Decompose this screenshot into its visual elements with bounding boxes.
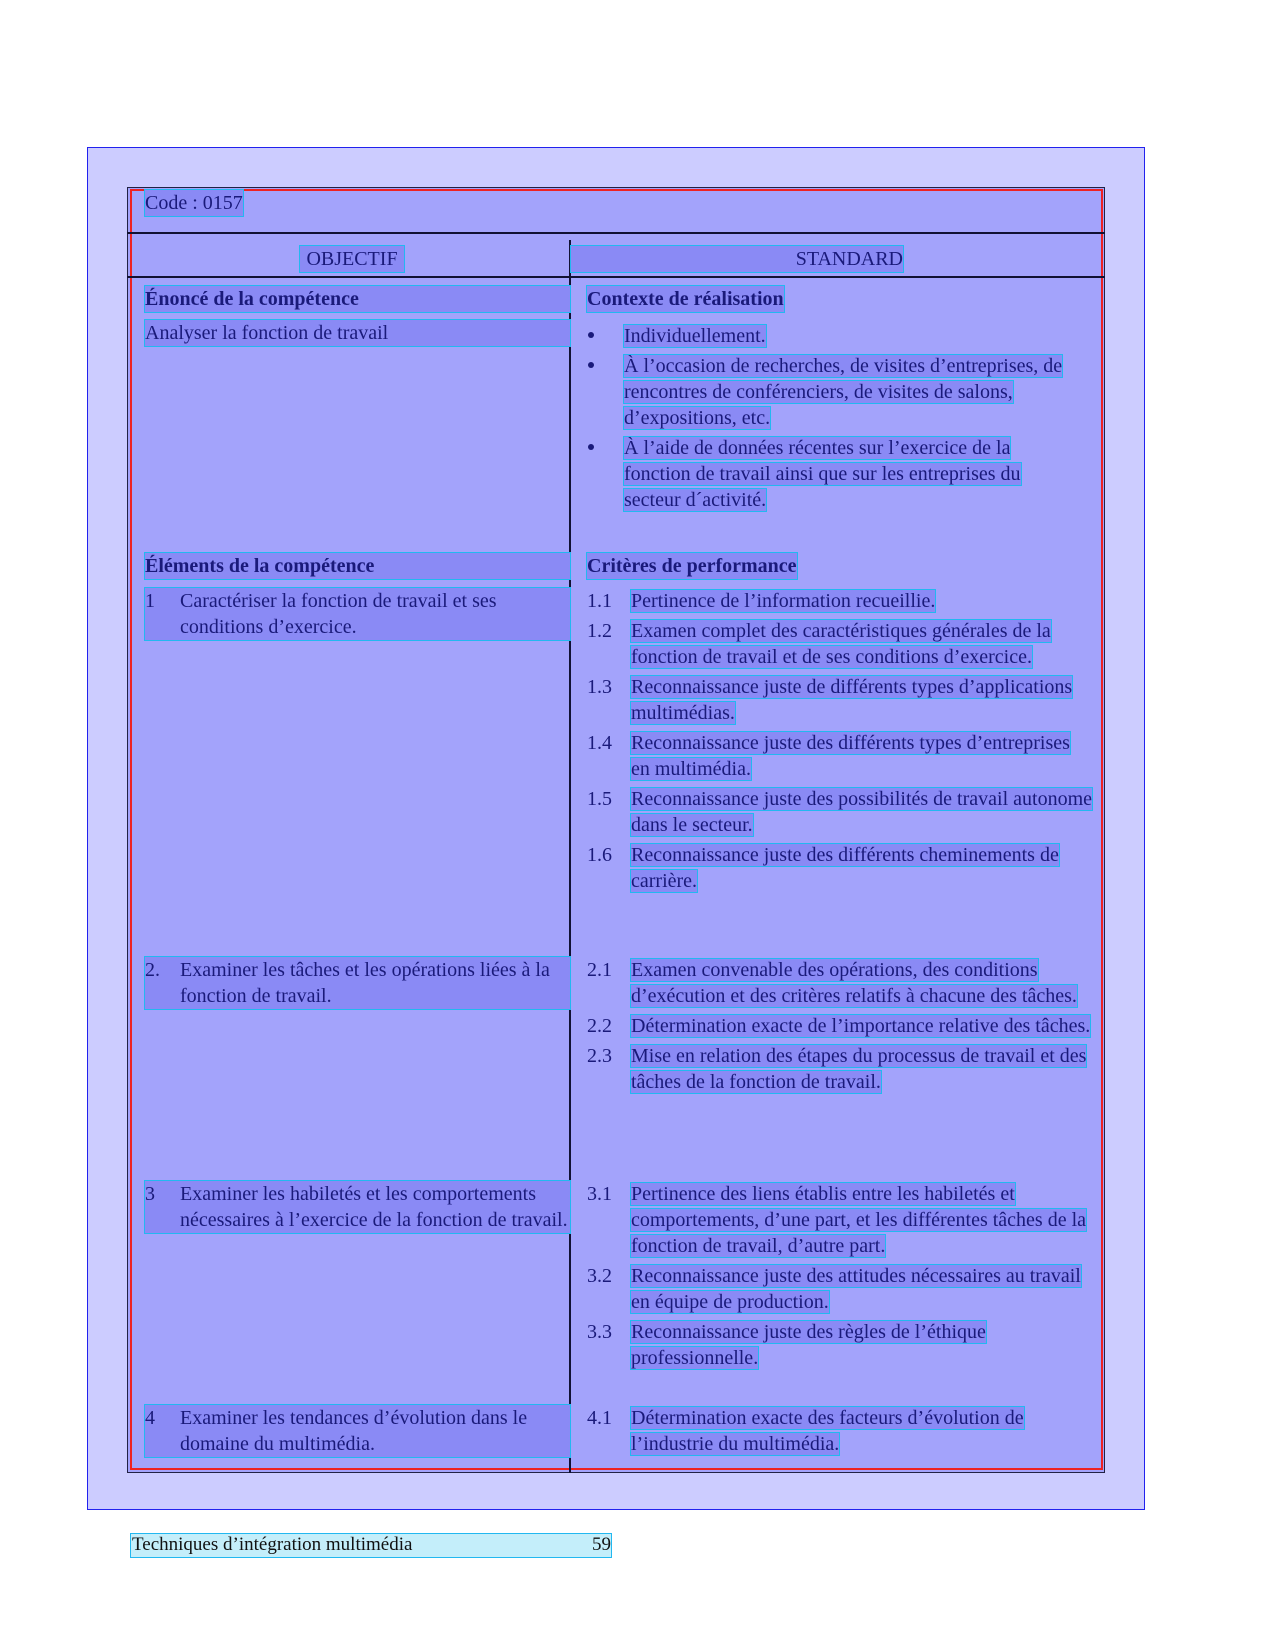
criterion-item: 2.1 Examen convenable des opérations, des conditions d’exécution et des critères relatifs à chacune des tâches.: [587, 959, 1077, 1007]
criteria-group-3: [587, 1181, 1092, 1375]
criterion-item: 3.3 Reconnaissance juste des règles de l’éthique professionnelle.: [587, 1321, 986, 1369]
criterion-item: 1.5 Reconnaissance juste des possibilités de travail autonome dans le secteur.: [587, 788, 1092, 836]
bullet-icon: [587, 353, 595, 377]
list-item: Individuellement.: [587, 323, 1067, 349]
column-divider: [569, 240, 571, 1473]
context-list: [587, 323, 1067, 517]
criteria-heading: Critères de performance: [587, 555, 797, 577]
element-item: 4 Examiner les tendances d’évolution dans le domaine du multimédia.: [145, 1405, 570, 1457]
criterion-item: 2.2 Détermination exacte de l’importance relative des tâches.: [587, 1015, 1091, 1037]
page-number: 59: [592, 1534, 611, 1555]
objectif-header: OBJECTIF: [300, 246, 404, 272]
competence-heading: Énoncé de la compétence: [145, 286, 570, 312]
criterion-item: 4.1 Détermination exacte des facteurs d’évolution de l’industrie du multimédia.: [587, 1407, 1024, 1455]
element-item: 1 Caractériser la fonction de travail et ses conditions d’exercice.: [145, 588, 570, 640]
bullet-icon: [587, 323, 595, 347]
criterion-item: 1.3 Reconnaissance juste de différents types d’applications multimédias.: [587, 676, 1073, 724]
criterion-item: 1.2 Examen complet des caractéristiques générales de la fonction de travail et de ses conditions d’exercice.: [587, 620, 1051, 668]
list-item: À l’aide de données récentes sur l’exercice de la fonction de travail ainsi que sur les entreprises du secteur d´activité.: [587, 435, 1067, 513]
criteria-group-4: [587, 1405, 1092, 1461]
competence-statement: Analyser la fonction de travail: [145, 320, 570, 346]
element-item: 2. Examiner les tâches et les opérations liées à la fonction de travail.: [145, 957, 570, 1009]
criterion-item: 1.1 Pertinence de l’information recueillie.: [587, 590, 936, 612]
criteria-group-2: [587, 957, 1092, 1099]
header-divider-top: [127, 232, 1105, 234]
bullet-icon: [587, 435, 595, 459]
standard-header: STANDARD: [571, 246, 903, 272]
element-item: 3 Examiner les habiletés et les comportements nécessaires à l’exercice de la fonction de travail.: [145, 1181, 570, 1233]
criterion-item: 2.3 Mise en relation des étapes du processus de travail et des tâches de la fonction de travail.: [587, 1045, 1087, 1093]
footer-title: Techniques d’intégration multimédia: [132, 1534, 413, 1555]
criterion-item: 3.2 Reconnaissance juste des attitudes nécessaires au travail en équipe de production.: [587, 1265, 1081, 1313]
criterion-item: 3.1 Pertinence des liens établis entre les habiletés et comportements, d’une part, et les différentes tâches de la fonction de travail, d’autre part.: [587, 1183, 1087, 1257]
criterion-item: 1.6 Reconnaissance juste des différents cheminements de carrière.: [587, 844, 1059, 892]
criterion-item: 1.4 Reconnaissance juste des différents types d’entreprises en multimédia.: [587, 732, 1070, 780]
criteria-group-1: [587, 588, 1092, 898]
context-heading: Contexte de réalisation: [587, 288, 784, 310]
code-label: Code : 0157: [145, 192, 243, 214]
elements-heading: Éléments de la compétence: [145, 553, 570, 579]
header-divider-bottom: [127, 276, 1105, 278]
list-item: À l’occasion de recherches, de visites d’entreprises, de rencontres de conférenciers, de visites de salons, d’expositions, etc.: [587, 353, 1067, 431]
